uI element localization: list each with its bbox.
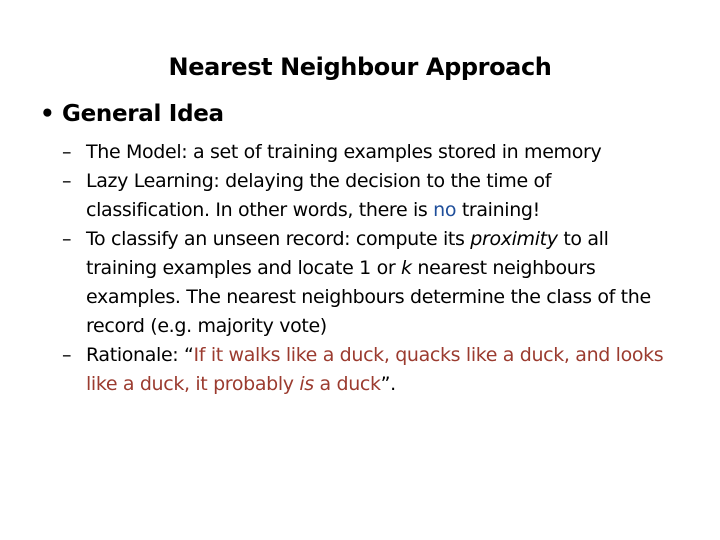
sub-item-rationale bbox=[62, 341, 712, 399]
sub-item-text-line1 bbox=[86, 225, 712, 254]
bullet-label: General Idea bbox=[62, 101, 224, 127]
bullet-marker: • bbox=[40, 101, 55, 127]
sub-item-lazy-learning bbox=[62, 167, 712, 225]
sub-item-text-line2 bbox=[86, 196, 712, 225]
sub-bullet-list bbox=[62, 138, 712, 399]
sub-item-model bbox=[62, 138, 712, 167]
text-run: To classify an unseen record: compute its bbox=[86, 228, 471, 250]
quote-text: If it walks like a duck, quacks like a duck, and looks bbox=[193, 344, 664, 366]
highlight-no: no bbox=[433, 199, 457, 221]
dash-marker: – bbox=[62, 141, 72, 163]
sub-item-text: The Model: a set of training examples stored in memory bbox=[86, 141, 602, 163]
text-run: to all bbox=[557, 228, 609, 250]
sub-item-text: Lazy Learning: delaying the decision to the time of bbox=[86, 170, 552, 192]
sub-item-text-line2 bbox=[86, 370, 712, 399]
dash-marker: – bbox=[62, 170, 72, 192]
text-run: training examples and locate 1 or bbox=[86, 257, 402, 279]
text-run: nearest neighbours bbox=[411, 257, 596, 279]
text-run: training! bbox=[456, 199, 540, 221]
sub-item-text-line1 bbox=[86, 341, 712, 370]
bullet-general-idea bbox=[40, 98, 224, 130]
italic-k: k bbox=[401, 257, 412, 279]
quote-text: like a duck, it probably bbox=[86, 373, 300, 395]
sub-item-text-line3: examples. The nearest neighbours determine the class of the bbox=[86, 286, 651, 308]
italic-proximity: proximity bbox=[470, 228, 558, 250]
text-run: Rationale: “ bbox=[86, 344, 194, 366]
italic-is: is bbox=[299, 373, 314, 395]
sub-item-text-line2 bbox=[86, 254, 712, 283]
slide-title: Nearest Neighbour Approach bbox=[168, 53, 552, 81]
text-run: classification. In other words, there is bbox=[86, 199, 434, 221]
sub-item-classify bbox=[62, 225, 712, 341]
dash-marker: – bbox=[62, 344, 72, 366]
dash-marker: – bbox=[62, 228, 72, 250]
quote-text: a duck bbox=[313, 373, 381, 395]
text-run: ”. bbox=[380, 373, 396, 395]
sub-item-text-line4: record (e.g. majority vote) bbox=[86, 315, 327, 337]
